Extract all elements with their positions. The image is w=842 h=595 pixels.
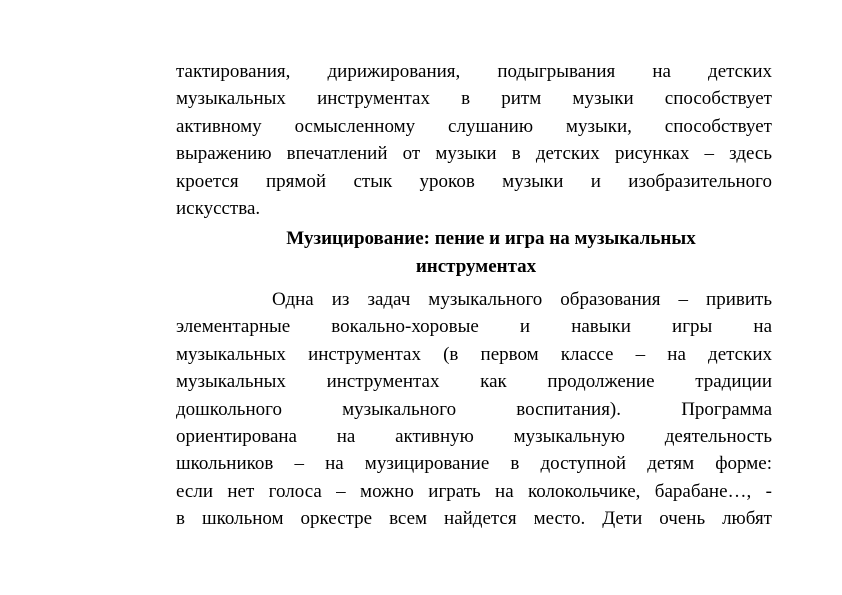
section-heading <box>176 225 772 281</box>
text-line: Одна из задач музыкального образования – привить <box>272 289 772 310</box>
text-line: элементарные вокально-хоровые и навыки игры на <box>176 316 772 338</box>
text-line: ориентирована на активную музыкальную деятельность <box>176 425 772 447</box>
text-line: если нет голоса – можно играть на колокольчике, барабане…, - <box>176 480 772 502</box>
paragraph-continuation <box>176 58 772 222</box>
text-line: кроется прямой стык уроков музыки и изобразительного <box>176 170 772 192</box>
heading-line: инструментах <box>415 256 537 277</box>
text-line: дошкольного музыкального воспитания). Программа <box>176 398 772 420</box>
text-line: искусства. <box>176 197 261 219</box>
paragraph-body <box>176 286 772 533</box>
heading-line: Музицирование: пение и игра на музыкальных <box>286 228 696 249</box>
text-line: выражению впечатлений от музыки в детских рисунках – здесь <box>176 143 772 165</box>
text-line: музыкальных инструментах как продолжение традиции <box>176 371 772 393</box>
text-line: школьников – на музицирование в доступной детям форме: <box>176 453 772 475</box>
text-line: тактирования, дирижирования, подыгрывания на детских <box>176 61 772 82</box>
text-line: активному осмысленному слушанию музыки, способствует <box>176 115 772 137</box>
text-line: в школьном оркестре всем найдется место. Дети очень любят <box>176 508 772 530</box>
text-line: музыкальных инструментах (в первом классе – на детских <box>176 343 772 365</box>
text-line: музыкальных инструментах в ритм музыки способствует <box>176 88 772 110</box>
